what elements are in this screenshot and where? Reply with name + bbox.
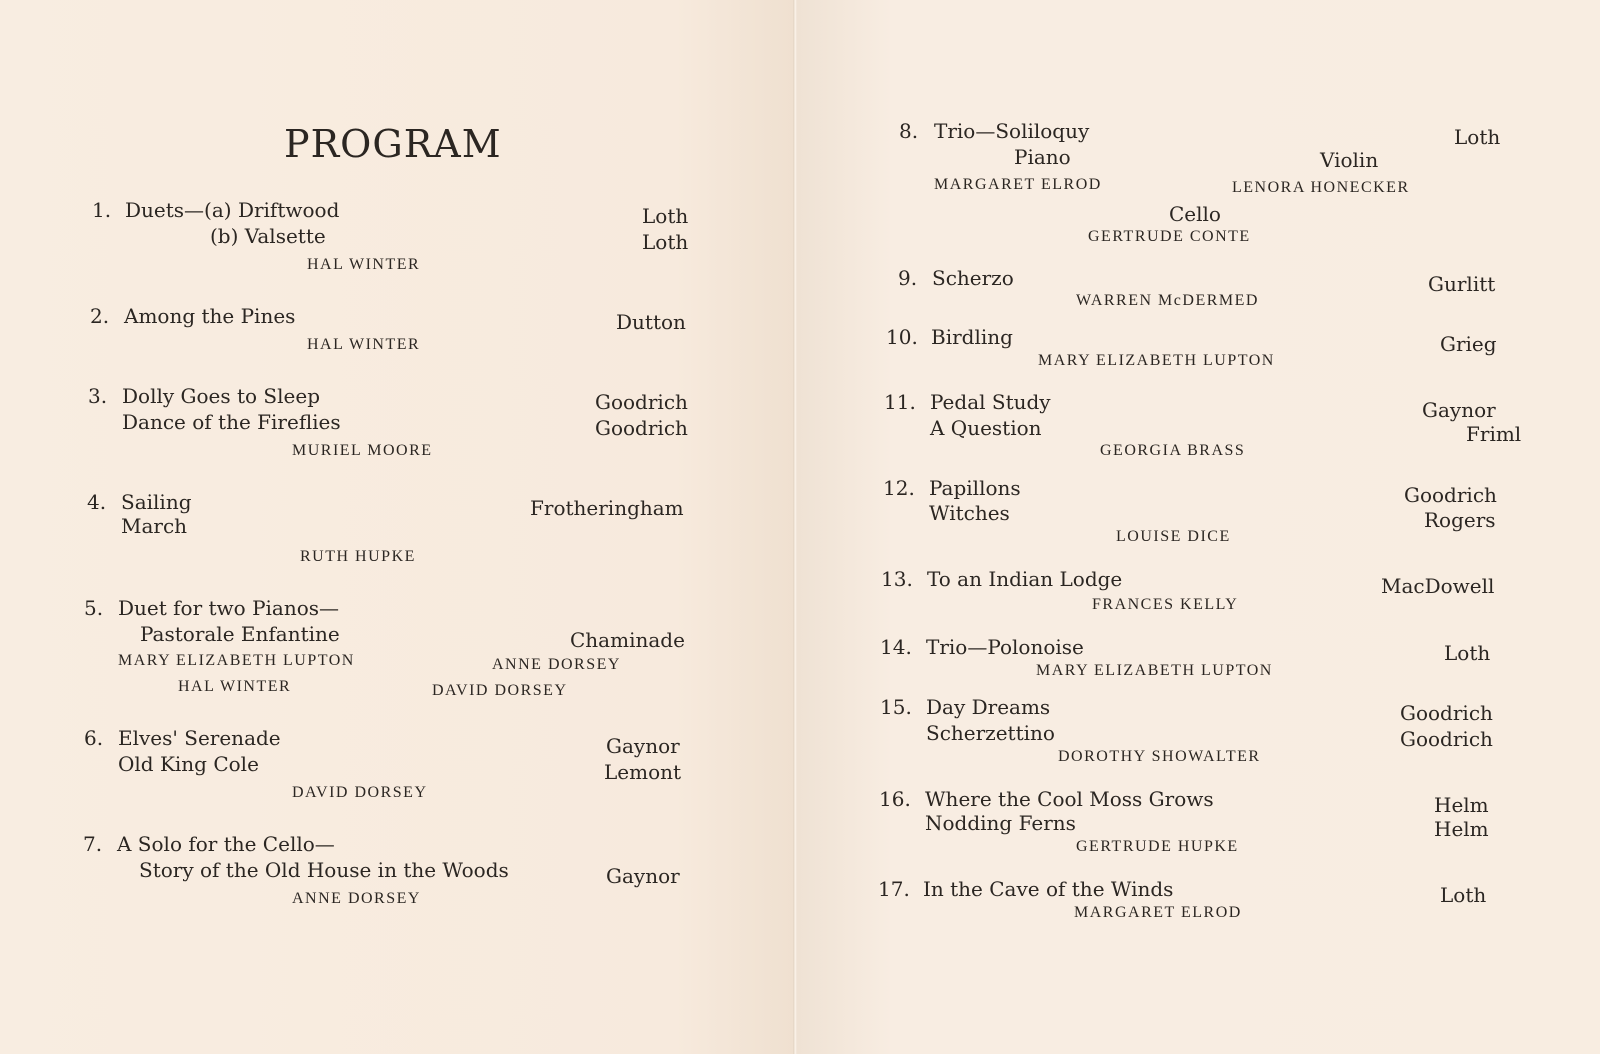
performer: DOROTHY SHOWALTER [1058,748,1261,765]
piece-title: Papillons [929,476,1021,500]
composer: Loth [1444,641,1491,665]
instrument-label: Piano [1014,145,1071,169]
item-number: 3. [88,384,108,408]
performer: GEORGIA BRASS [1100,442,1246,459]
item-number: 4. [87,490,107,514]
performer: HAL WINTER [307,256,421,273]
composer: Goodrich [595,416,688,440]
performer: DAVID DORSEY [292,784,428,801]
piece-title: Day Dreams [926,695,1051,719]
performer: LENORA HONECKER [1232,179,1410,196]
performer: MARGARET ELROD [1074,904,1242,921]
performer: GERTRUDE CONTE [1088,228,1251,245]
composer: Rogers [1424,508,1496,532]
item-number: 8. [899,119,919,143]
piece-title: A Solo for the Cello— [117,832,335,856]
performer: GERTRUDE HUPKE [1076,838,1239,855]
piece-title: A Question [930,416,1042,440]
item-number: 17. [878,877,910,901]
piece-title: Pastorale Enfantine [140,622,340,646]
item-number: 10. [886,325,918,349]
item-number: 6. [84,726,104,750]
composer: Gaynor [1422,398,1496,422]
piece-title: Trio—Soliloquy [934,119,1090,143]
item-number: 12. [883,476,915,500]
piece-title: Elves' Serenade [118,726,281,750]
piece-title: Witches [929,501,1010,525]
composer: Gaynor [606,734,680,758]
composer: Loth [642,204,689,228]
piece-title: Where the Cool Moss Grows [925,787,1214,811]
composer: MacDowell [1381,574,1495,598]
performer: ANNE DORSEY [492,656,621,673]
composer: Dutton [616,310,686,334]
composer: Lemont [604,760,682,784]
item-number: 11. [884,390,916,414]
performer: ANNE DORSEY [292,890,421,907]
composer: Gurlitt [1428,272,1496,296]
instrument-label: Violin [1320,148,1379,172]
composer: Goodrich [1400,727,1493,751]
item-number: 1. [92,198,112,222]
composer: Frotheringham [530,496,684,520]
composer: Gaynor [606,864,680,888]
item-number: 7. [83,832,103,856]
performer: RUTH HUPKE [300,548,416,565]
item-number: 5. [84,596,104,620]
piece-title: Nodding Ferns [925,811,1076,835]
piece-title: Scherzo [932,266,1014,290]
composer: Helm [1434,817,1489,841]
composer: Helm [1434,793,1489,817]
piece-title: Among the Pines [124,304,296,328]
item-number: 16. [879,787,911,811]
piece-title: Scherzettino [926,721,1055,745]
piece-title: (b) Valsette [210,224,326,248]
performer: HAL WINTER [307,336,421,353]
piece-title: Sailing [121,490,192,514]
piece-title: March [121,514,188,538]
performer: MARY ELIZABETH LUPTON [1038,352,1275,369]
piece-title: Story of the Old House in the Woods [139,858,509,882]
piece-title: Birdling [931,325,1013,349]
composer: Friml [1466,422,1522,446]
composer: Goodrich [1404,483,1497,507]
composer: Loth [1440,883,1487,907]
piece-title: Dance of the Fireflies [122,410,341,434]
piece-title: In the Cave of the Winds [923,877,1174,901]
composer: Chaminade [570,628,685,652]
item-number: 13. [881,567,913,591]
item-number: 9. [898,266,918,290]
composer: Grieg [1440,332,1497,356]
piece-title: Trio—Polonoise [926,635,1084,659]
composer: Loth [642,230,689,254]
piece-title: Dolly Goes to Sleep [122,384,321,408]
performer: LOUISE DICE [1116,528,1231,545]
performer: MARGARET ELROD [934,176,1102,193]
program-title: PROGRAM [284,122,502,166]
composer: Goodrich [595,390,688,414]
item-number: 14. [880,635,912,659]
performer: DAVID DORSEY [432,682,568,699]
composer: Loth [1454,125,1501,149]
item-number: 15. [880,695,912,719]
item-number: 2. [90,304,110,328]
instrument-label: Cello [1169,202,1221,226]
piece-title: Duet for two Pianos— [118,596,340,620]
performer: MARY ELIZABETH LUPTON [1036,662,1273,679]
piece-title: Old King Cole [118,752,259,776]
piece-title: To an Indian Lodge [927,567,1123,591]
performer: HAL WINTER [178,678,292,695]
performer: MURIEL MOORE [292,442,433,459]
piece-title: Pedal Study [930,390,1051,414]
performer: FRANCES KELLY [1092,596,1239,613]
composer: Goodrich [1400,701,1493,725]
performer: WARREN McDERMED [1076,292,1259,309]
performer: MARY ELIZABETH LUPTON [118,652,355,669]
piece-title: Duets—(a) Driftwood [125,198,340,222]
